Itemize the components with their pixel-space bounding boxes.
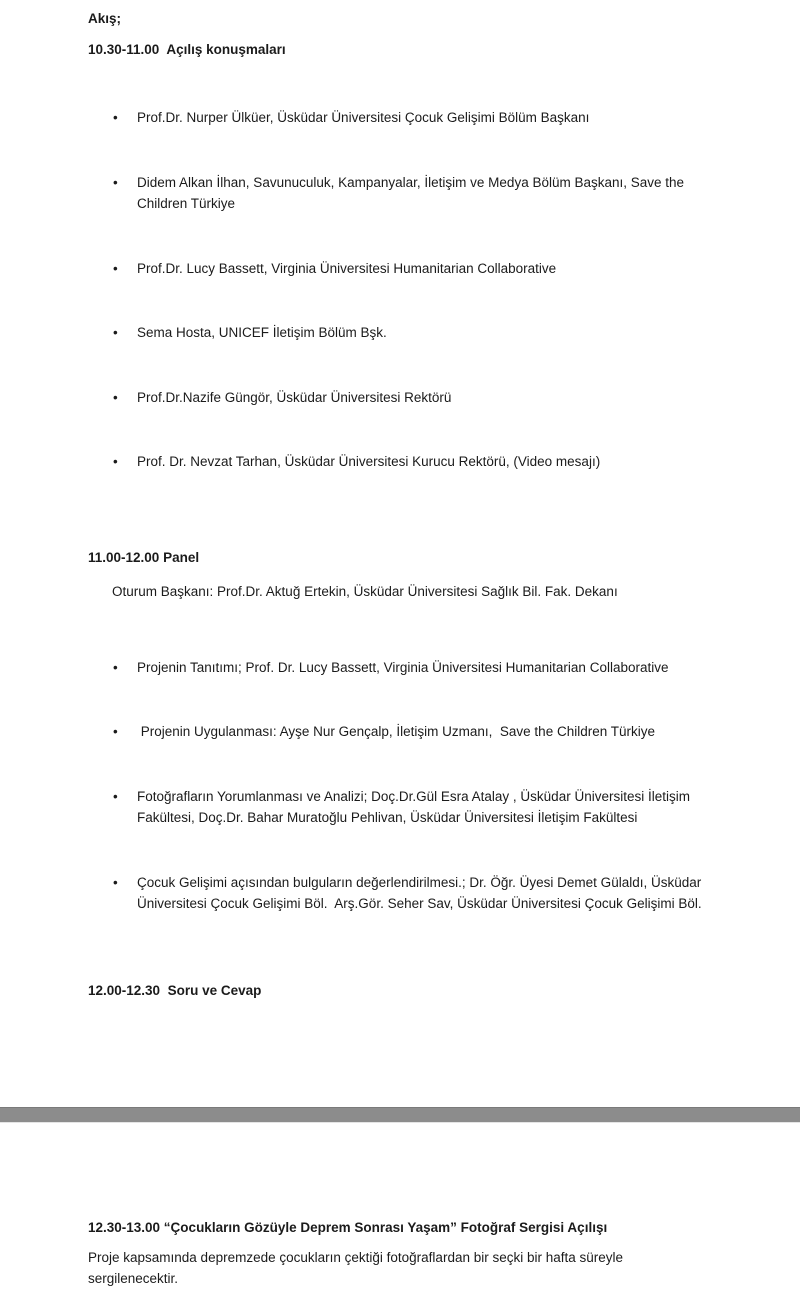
page-1-content [0,8,800,1001]
exhibition-note: Proje kapsamında depremzede çocukların çektiği fotoğraflardan bir seçki bir hafta süreyle sergilenecektir. [88,1249,627,1286]
panel-moderator: Oturum Başkanı: Prof.Dr. Aktuğ Ertekin, Üsküdar Üniversitesi Sağlık Bil. Fak. Dekanı [112,584,618,599]
section-qa-heading: 12.00-12.30 Soru ve Cevap [88,982,262,998]
list-item: • Prof.Dr. Lucy Bassett, Virginia Üniversitesi Humanitarian Collaborative [137,258,705,280]
page-break-divider [0,1107,800,1123]
flow-label: Akış; [88,11,122,26]
list-item: • Didem Alkan İlhan, Savunuculuk, Kampanyalar, İletişim ve Medya Bölüm Başkanı, Save the Children Türkiye [137,172,705,215]
list-item: • Sema Hosta, UNICEF İletişim Bölüm Bşk. [137,322,705,344]
list-item: • Prof. Dr. Nevzat Tarhan, Üsküdar Üniversitesi Kurucu Rektörü, (Video mesajı) [137,451,705,473]
section-opening-heading: 10.30-11.00 Açılış konuşmaları [88,41,286,57]
panel-topics-list [88,614,705,958]
list-item: • Çocuk Gelişimi açısından bulguların değerlendirilmesi.; Dr. Öğr. Üyesi Demet Gülaldı, Üsküdar Üniversitesi Çocuk Gelişimi Böl. Arş.Gör. Seher Sav, Üsküdar Üniversitesi Çocuk Gelişimi Böl. [137,872,705,915]
opening-speakers-list [88,64,705,516]
list-item: • Prof.Dr. Nurper Ülküer, Üsküdar Üniversitesi Çocuk Gelişimi Bölüm Başkanı [137,107,705,129]
list-item: • Projenin Uygulanması: Ayşe Nur Gençalp, İletişim Uzmanı, Save the Children Türkiye [137,721,705,743]
list-item: • Fotoğrafların Yorumlanması ve Analizi; Doç.Dr.Gül Esra Atalay , Üsküdar Üniversitesi İletişim Fakültesi, Doç.Dr. Bahar Muratoğlu Pehlivan, Üsküdar Üniversitesi İletişim Fakültesi [137,786,705,829]
list-item: • Prof.Dr.Nazife Güngör, Üsküdar Üniversitesi Rektörü [137,387,705,409]
section-panel-heading: 11.00-12.00 Panel [88,549,200,565]
section-exhibition-heading: 12.30-13.00 “Çocukların Gözüyle Deprem Sonrası Yaşam” Fotoğraf Sergisi Açılışı [88,1220,608,1235]
page-2-content [0,1217,800,1290]
document-page [0,8,800,1286]
list-item: • Projenin Tanıtımı; Prof. Dr. Lucy Bassett, Virginia Üniversitesi Humanitarian Collaborative [137,657,705,679]
